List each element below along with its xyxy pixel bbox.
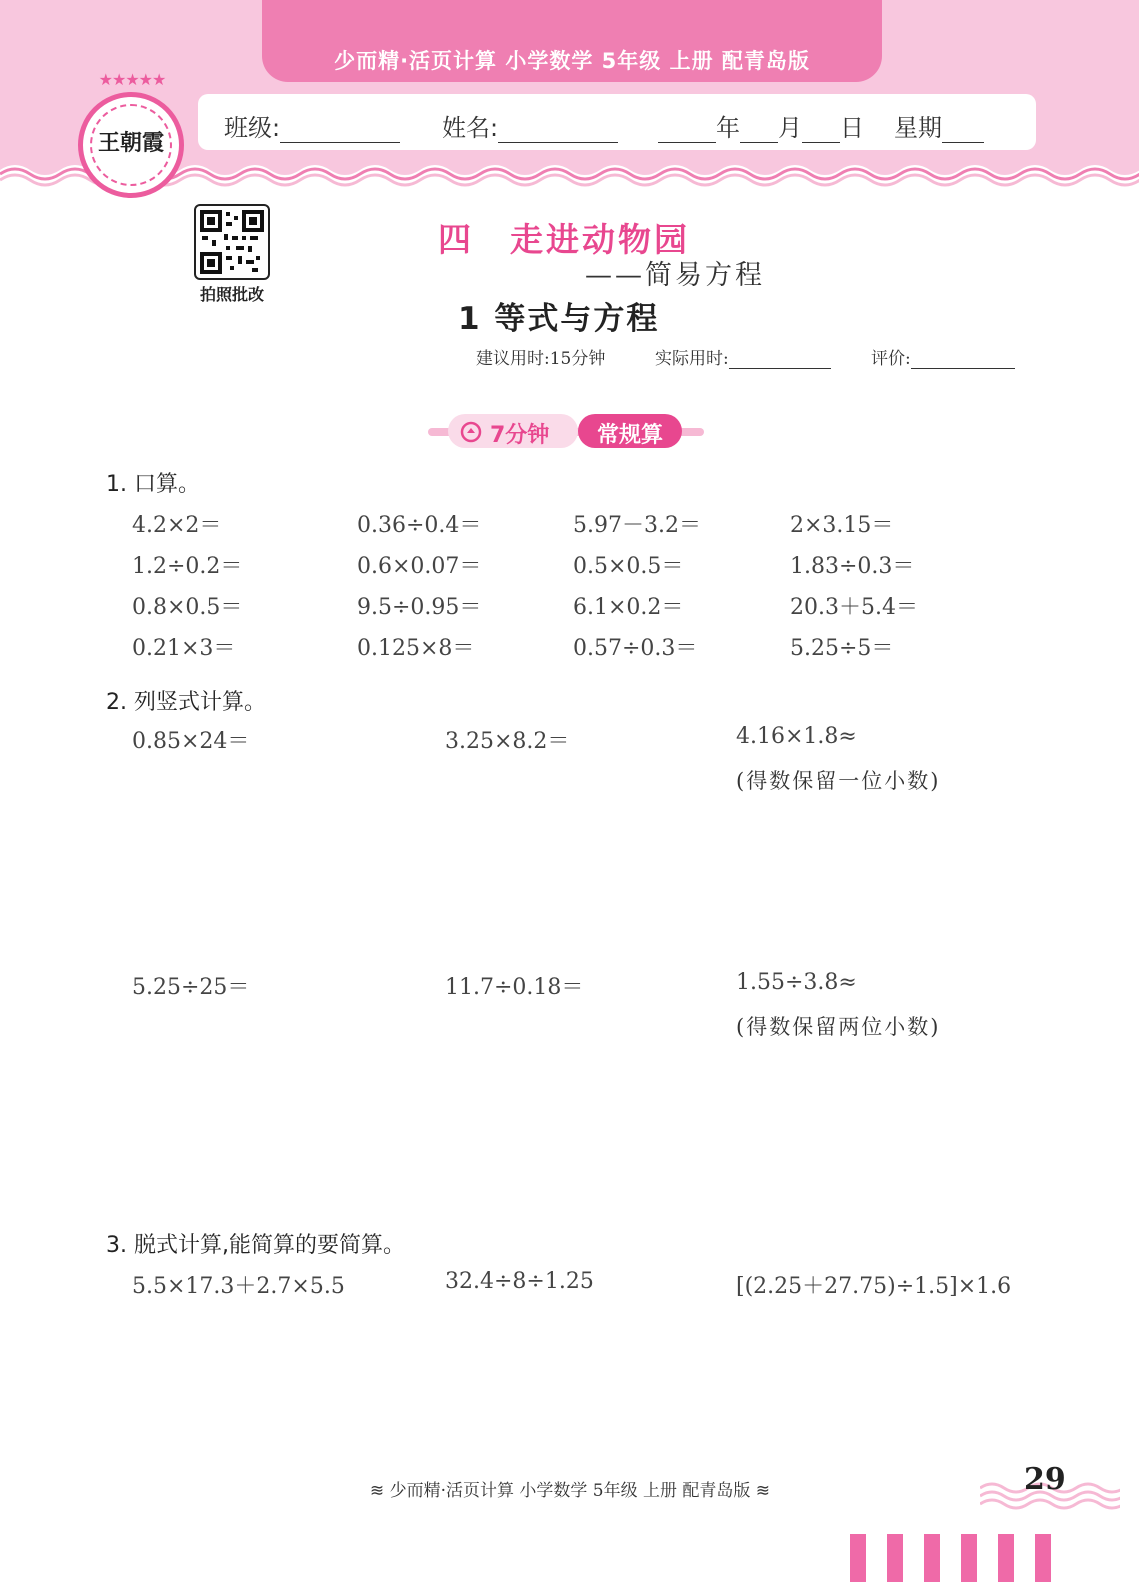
day-blank[interactable] bbox=[802, 120, 840, 143]
type-text: 常规算 bbox=[596, 423, 663, 448]
clock-icon bbox=[460, 421, 482, 447]
lesson-title: 1 等式与方程 bbox=[458, 301, 660, 337]
q3-item: 32.4÷8÷1.25 bbox=[445, 1269, 594, 1294]
series-title: 少而精·活页计算 小学数学 5年级 上册 配青岛版 bbox=[334, 49, 810, 73]
qr-code[interactable] bbox=[194, 204, 270, 280]
q1-item: 1.2÷0.2＝ bbox=[132, 554, 243, 579]
q2-item: 11.7÷0.18＝ bbox=[445, 975, 584, 1000]
class-field[interactable] bbox=[224, 108, 400, 143]
weekday-blank[interactable] bbox=[942, 120, 984, 143]
rating-label: 评价: bbox=[871, 349, 911, 369]
decor-bar bbox=[850, 1534, 866, 1582]
name-label: 姓名: bbox=[442, 114, 499, 142]
decor-bar bbox=[961, 1534, 977, 1582]
actual-time-field[interactable] bbox=[655, 344, 831, 369]
q1-item: 0.21×3＝ bbox=[132, 636, 236, 661]
q1-item: 0.36÷0.4＝ bbox=[357, 513, 482, 538]
q2-title: 2. 列竖式计算。 bbox=[106, 690, 266, 715]
qr-label: 拍照批改 bbox=[199, 285, 264, 304]
class-label: 班级: bbox=[224, 114, 281, 142]
name-field[interactable] bbox=[442, 108, 618, 143]
q2-item: 0.85×24＝ bbox=[132, 729, 250, 754]
duration-text: 7分钟 bbox=[490, 423, 550, 448]
q2-note: (得数保留一位小数) bbox=[736, 769, 941, 793]
class-blank[interactable] bbox=[280, 120, 400, 143]
q1-item: 5.97－3.2＝ bbox=[573, 513, 701, 538]
year-label: 年 bbox=[716, 114, 740, 142]
logo-text: 王朝霞 bbox=[97, 130, 164, 156]
q1-item: 6.1×0.2＝ bbox=[573, 595, 684, 620]
suggested-time: 建议用时:15分钟 bbox=[476, 349, 606, 369]
month-label: 月 bbox=[778, 114, 802, 142]
month-blank[interactable] bbox=[740, 120, 778, 143]
rating-field[interactable] bbox=[871, 344, 1015, 369]
q1-item: 4.2×2＝ bbox=[132, 513, 222, 538]
q1-item: 0.6×0.07＝ bbox=[357, 554, 482, 579]
rating-blank[interactable] bbox=[911, 350, 1015, 369]
logo-stars: ★★★★★ bbox=[98, 70, 166, 89]
decor-bar bbox=[887, 1534, 903, 1582]
q2-note: (得数保留两位小数) bbox=[736, 1015, 941, 1039]
q2-item: 5.25÷25＝ bbox=[132, 975, 250, 1000]
date-field[interactable] bbox=[658, 108, 984, 143]
year-blank[interactable] bbox=[658, 120, 716, 143]
q1-item: 9.5÷0.95＝ bbox=[357, 595, 482, 620]
q3-item: [(2.25＋27.75)÷1.5]×1.6 bbox=[736, 1274, 1012, 1299]
q1-item: 0.5×0.5＝ bbox=[573, 554, 684, 579]
q3-title: 3. 脱式计算,能简算的要简算。 bbox=[106, 1233, 405, 1258]
q2-item: 4.16×1.8≈ bbox=[736, 724, 857, 749]
q1-item: 1.83÷0.3＝ bbox=[790, 554, 915, 579]
weekday-label: 星期 bbox=[894, 114, 942, 142]
decor-bar bbox=[998, 1534, 1014, 1582]
q1-item: 0.8×0.5＝ bbox=[132, 595, 243, 620]
q2-item: 1.55÷3.8≈ bbox=[736, 970, 857, 995]
q1-title: 1. 口算。 bbox=[106, 472, 200, 497]
q1-item: 2×3.15＝ bbox=[790, 513, 894, 538]
footer-series: ≋ 少而精·活页计算 小学数学 5年级 上册 配青岛版 ≋ bbox=[369, 1481, 771, 1501]
unit-subtitle: ——简易方程 bbox=[585, 260, 765, 291]
actual-time-blank[interactable] bbox=[729, 350, 831, 369]
qr-pattern-icon bbox=[196, 206, 268, 278]
q2-item: 3.25×8.2＝ bbox=[445, 729, 570, 754]
q1-item: 0.57÷0.3＝ bbox=[573, 636, 698, 661]
decor-bar bbox=[1035, 1534, 1051, 1582]
q1-item: 0.125×8＝ bbox=[357, 636, 475, 661]
q3-item: 5.5×17.3＋2.7×5.5 bbox=[132, 1274, 345, 1299]
q1-item: 5.25÷5＝ bbox=[790, 636, 894, 661]
name-blank[interactable] bbox=[498, 120, 618, 143]
unit-title: 四 走进动物园 bbox=[438, 220, 690, 259]
decor-bar bbox=[924, 1534, 940, 1582]
actual-time-label: 实际用时: bbox=[655, 349, 729, 369]
q1-item: 20.3＋5.4＝ bbox=[790, 595, 918, 620]
page-number: 29 bbox=[1024, 1462, 1066, 1497]
day-label: 日 bbox=[840, 114, 864, 142]
